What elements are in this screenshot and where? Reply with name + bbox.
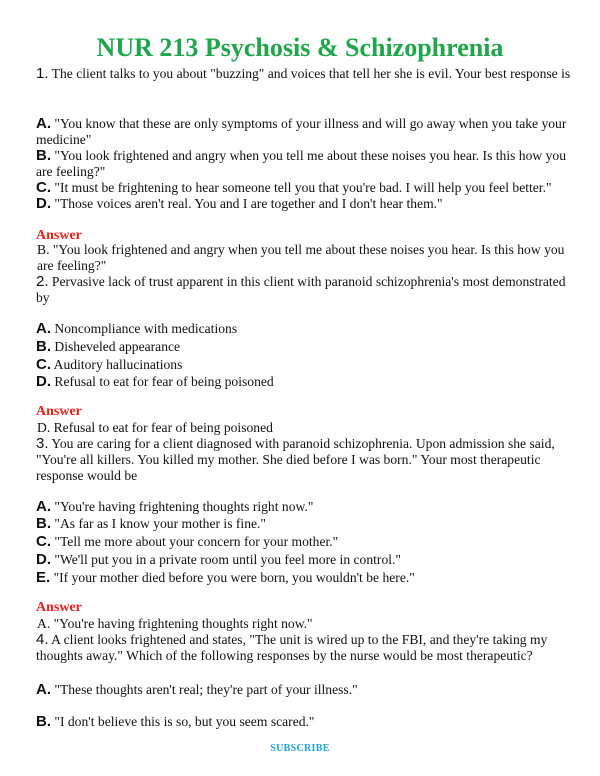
question-text: You are caring for a client diagnosed with paranoid schizophrenia. Upon admission she said, "You're all killers. You killed my mother. She died before I was born." Your most therapeutic response would be [36,436,555,483]
option-text: "Tell me more about your concern for your mother." [54,534,339,549]
answer-label: Answer [36,404,82,419]
option-text: Refusal to eat for fear of being poisoned [54,374,274,389]
question-text: A client looks frightened and states, "The unit is wired up to the FBI, and they're taking my thoughts away." Which of the following responses by the nurse would be most therapeutic? [36,632,548,663]
option-letter: D. [36,195,51,212]
option-letter: A. [36,498,51,515]
option-text: "As far as I know your mother is fine." [54,516,266,531]
option-text: "We'll put you in a private room until you feel more in control." [54,552,401,567]
question-text: Pervasive lack of trust apparent in this client with paranoid schizophrenia's most demonstrated by [36,274,566,305]
option-text: Noncompliance with medications [54,321,238,336]
option-2b [36,339,581,355]
option-1a [36,116,581,147]
page-title: NUR 213 Psychosis & Schizophrenia [96,33,504,62]
option-text: "Those voices aren't real. You and I are together and I don't hear them." [54,196,443,211]
question-text: The client talks to you about "buzzing" and voices that tell her she is evil. Your best response is [51,66,571,81]
option-text: "These thoughts aren't real; they're part of your illness." [54,682,358,697]
question-1 [36,66,576,82]
option-letter: C. [36,533,51,550]
option-text: "If your mother died before you were born, you wouldn't be here." [53,570,415,585]
option-text: Auditory hallucinations [53,357,183,372]
question-number: 3. [36,435,49,452]
option-1c [36,180,581,196]
option-text: Disheveled appearance [54,339,181,354]
question-number: 4. [36,631,49,648]
question-number: 2. [36,273,49,290]
option-2c [36,357,581,373]
option-3e [36,570,581,586]
option-1b [36,148,581,179]
option-letter: A. [36,681,51,698]
option-1d [36,196,581,212]
option-3a [36,499,581,515]
option-4b [36,714,581,730]
option-3b [36,516,581,532]
option-text: "You know that these are only symptoms of your illness and will go away when you take your medicine" [36,116,567,147]
question-number: 1. [36,65,49,82]
answer-label: Answer [36,600,82,615]
answer-text: B. "You look frightened and angry when you tell me about these noises you hear. Is this how you are feeling?" [37,242,565,273]
question-3 [36,436,576,484]
option-letter: B. [36,713,51,730]
option-letter: D. [36,551,51,568]
option-text: "It must be frightening to hear someone tell you that you're bad. I will help you feel better." [54,180,552,195]
option-letter: B. [36,338,51,355]
option-letter: B. [36,147,51,164]
option-4a [36,682,581,698]
option-2d [36,374,581,390]
answer-text: D. Refusal to eat for fear of being poisoned [37,420,273,435]
option-letter: A. [36,115,51,132]
question-2 [36,274,576,306]
option-2a [36,321,581,337]
answer-label: Answer [36,228,82,243]
option-letter: C. [36,356,51,373]
option-letter: E. [36,569,51,586]
option-text: "I don't believe this is so, but you seem scared." [54,714,315,729]
answer-text: A. "You're having frightening thoughts right now." [37,616,313,631]
option-text: "You look frightened and angry when you tell me about these noises you hear. Is this how you are feeling?" [36,148,566,179]
option-letter: B. [36,515,51,532]
option-3d [36,552,581,568]
option-letter: C. [36,179,51,196]
option-text: "You're having frightening thoughts right now." [54,499,314,514]
option-letter: D. [36,373,51,390]
option-3c [36,534,581,550]
question-4 [36,632,576,664]
subscribe-link[interactable]: SUBSCRIBE [270,743,330,754]
option-letter: A. [36,320,51,337]
